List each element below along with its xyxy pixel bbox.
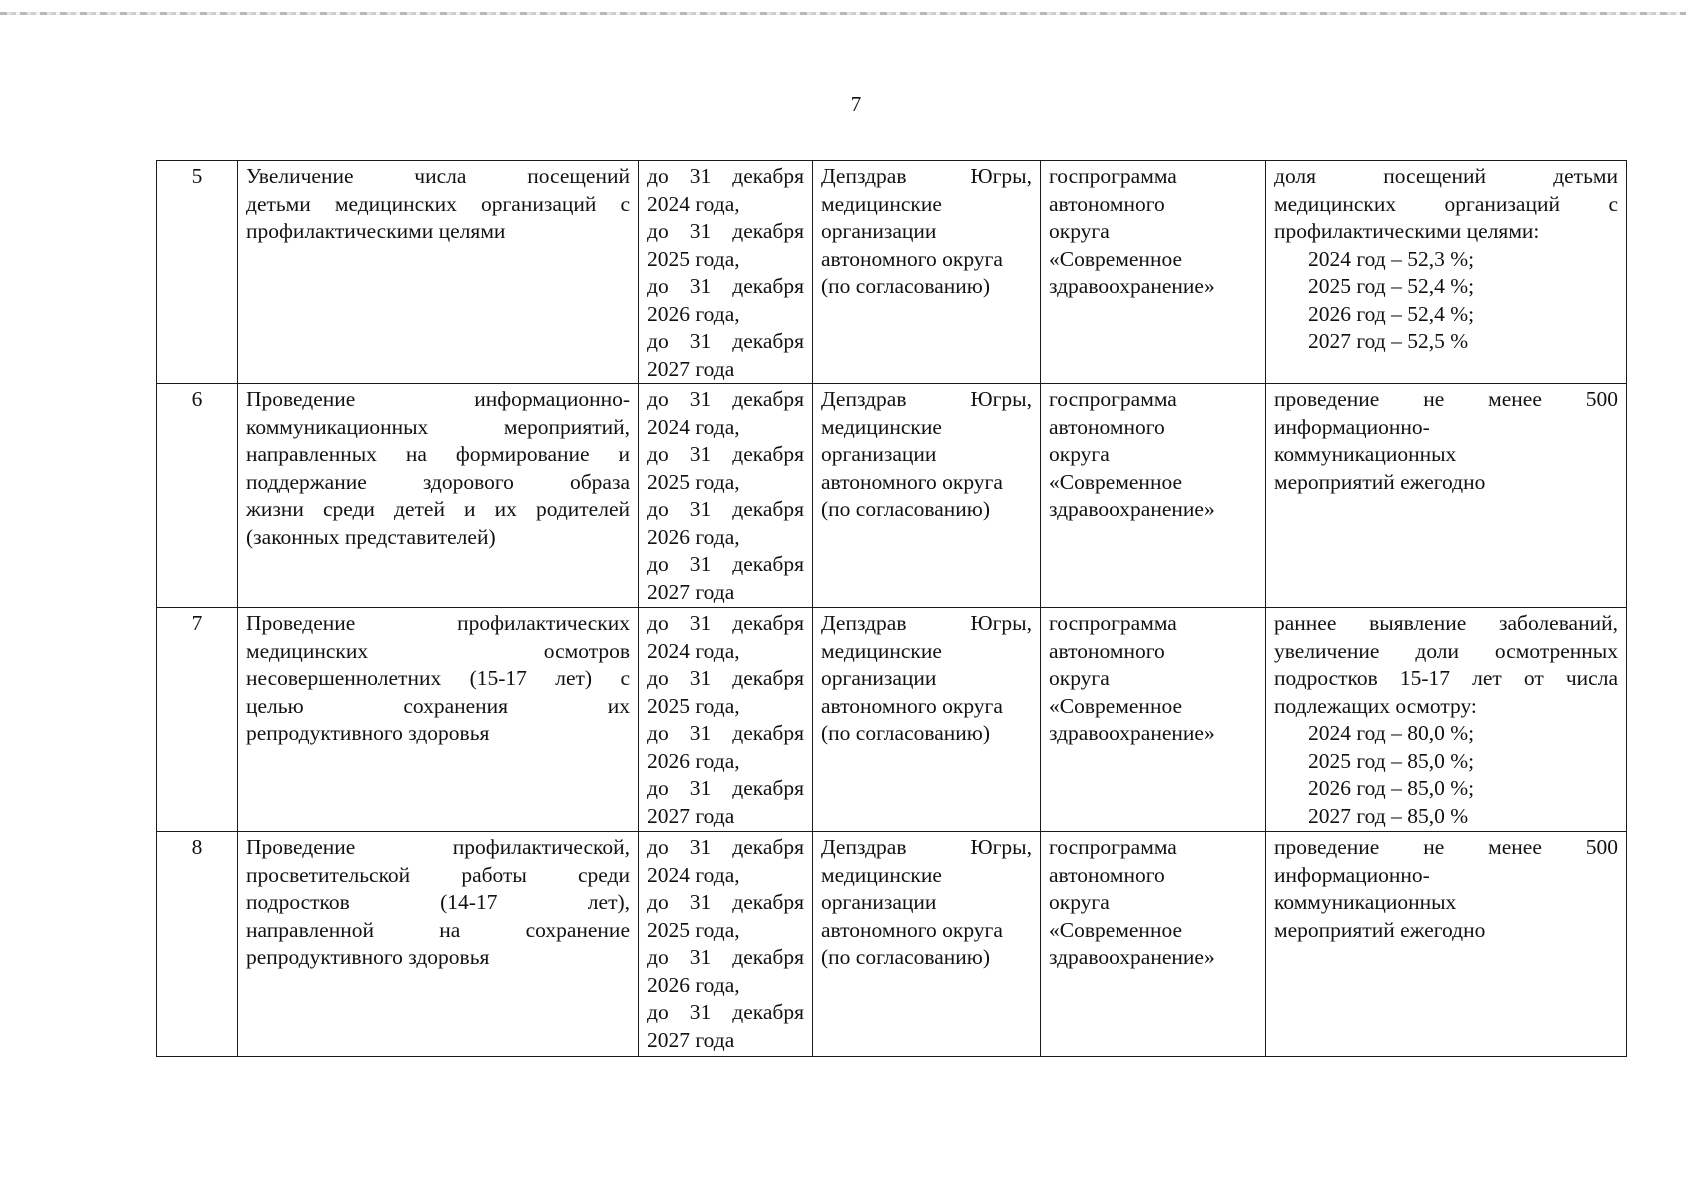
measure-line: (законных представителей) — [246, 524, 496, 549]
result-line: медицинских организаций с — [1274, 191, 1618, 216]
responsible-line: медицинские — [821, 638, 942, 663]
responsible-cell — [813, 161, 1041, 384]
program-line: автономного — [1049, 414, 1165, 439]
result-value-line: 2026 год – 85,0 %; — [1308, 776, 1475, 800]
deadline-line: до 31 декабря — [647, 387, 804, 411]
program-line: здравоохранение» — [1049, 497, 1215, 521]
measure-line: профилактическими целями — [246, 219, 506, 243]
result-cell — [1266, 832, 1627, 1057]
deadline-line: 2027 года — [647, 1027, 735, 1052]
row-number: 8 — [191, 835, 203, 859]
deadline-line: до 31 декабря — [647, 666, 804, 690]
deadline-line: до 31 декабря — [647, 497, 804, 521]
responsible-line: автономного округа — [821, 917, 1003, 942]
deadline-line: 2026 года, — [647, 524, 740, 549]
program-line: «Современное — [1049, 693, 1182, 718]
measure-cell — [238, 161, 639, 384]
program-line: округа — [1049, 666, 1110, 690]
measures-table — [156, 160, 1627, 1057]
measure-line: жизни среди детей и их родителей — [246, 497, 630, 521]
responsible-cell — [813, 832, 1041, 1057]
deadline-line: до 31 декабря — [647, 721, 804, 745]
page-number: 7 — [850, 92, 862, 116]
deadline-line: 2025 года, — [647, 917, 740, 942]
result-cell — [1266, 384, 1627, 608]
deadline-line: 2024 года, — [647, 191, 740, 216]
result-line: мероприятий ежегодно — [1274, 917, 1486, 942]
result-line: коммуникационных — [1274, 890, 1457, 914]
program-line: госпрограмма — [1049, 164, 1177, 188]
responsible-line: организации — [821, 666, 937, 690]
program-cell — [1041, 384, 1266, 608]
measure-line: детьми медицинских организаций с — [246, 191, 630, 216]
deadline-line: до 31 декабря — [647, 552, 804, 576]
deadline-line: 2026 года, — [647, 748, 740, 773]
result-value-line: 2024 год – 52,3 %; — [1308, 246, 1475, 271]
result-line: проведение не менее 500 — [1274, 835, 1618, 859]
responsible-line: (по согласованию) — [821, 497, 991, 521]
result-line: профилактическими целями: — [1274, 219, 1540, 243]
result-line: увеличение доли осмотренных — [1274, 638, 1618, 663]
program-line: госпрограмма — [1049, 835, 1177, 859]
program-cell — [1041, 832, 1266, 1057]
responsible-line: (по согласованию) — [821, 274, 991, 298]
scan-edge-artifact — [0, 12, 1686, 15]
measure-line: несовершеннолетних (15-17 лет) с — [246, 666, 630, 690]
deadline-line: до 31 декабря — [647, 219, 804, 243]
deadline-cell — [639, 832, 813, 1057]
program-line: госпрограмма — [1049, 387, 1177, 411]
measure-line: Проведение профилактических — [246, 611, 630, 635]
result-line: доля посещений детьми — [1274, 164, 1618, 188]
row-number: 7 — [191, 611, 203, 635]
responsible-line: медицинские — [821, 414, 942, 439]
deadline-line: 2025 года, — [647, 693, 740, 718]
deadline-line: 2026 года, — [647, 972, 740, 997]
deadline-line: до 31 декабря — [647, 442, 804, 466]
program-line: здравоохранение» — [1049, 945, 1215, 969]
result-line: подлежащих осмотру: — [1274, 693, 1477, 718]
deadline-line: до 31 декабря — [647, 274, 804, 298]
program-line: округа — [1049, 219, 1110, 243]
measure-line: направленной на сохранение — [246, 917, 630, 942]
result-value-line: 2027 год – 52,5 % — [1308, 329, 1469, 353]
result-value-line: 2025 год – 85,0 %; — [1308, 748, 1475, 773]
result-line: информационно- — [1274, 414, 1430, 439]
responsible-line: Депздрав Югры, — [821, 387, 1032, 411]
deadline-line: 2027 года — [647, 803, 735, 828]
result-value-line: 2025 год – 52,4 %; — [1308, 274, 1475, 298]
result-cell — [1266, 161, 1627, 384]
row-number: 5 — [191, 164, 203, 188]
responsible-line: (по согласованию) — [821, 945, 991, 969]
measure-line: Проведение информационно- — [246, 387, 630, 411]
measure-line: подростков (14-17 лет), — [246, 890, 630, 914]
table-row — [157, 161, 1627, 384]
responsible-line: медицинские — [821, 862, 942, 887]
deadline-line: до 31 декабря — [647, 164, 804, 188]
deadline-line: до 31 декабря — [647, 329, 804, 353]
measure-line: поддержание здорового образа — [246, 469, 630, 494]
result-cell — [1266, 608, 1627, 832]
deadline-line: до 31 декабря — [647, 1000, 804, 1024]
program-line: автономного — [1049, 862, 1165, 887]
measure-cell — [238, 832, 639, 1057]
result-line: информационно- — [1274, 862, 1430, 887]
program-line: округа — [1049, 890, 1110, 914]
deadline-line: до 31 декабря — [647, 890, 804, 914]
measure-line: направленных на формирование и — [246, 442, 630, 466]
deadline-line: до 31 декабря — [647, 835, 804, 859]
deadline-cell — [639, 161, 813, 384]
responsible-line: автономного округа — [821, 693, 1003, 718]
responsible-line: медицинские — [821, 191, 942, 216]
measure-line: коммуникационных мероприятий, — [246, 414, 630, 439]
responsible-line: Депздрав Югры, — [821, 611, 1032, 635]
deadline-cell — [639, 384, 813, 608]
responsible-line: организации — [821, 890, 937, 914]
deadline-line: 2024 года, — [647, 414, 740, 439]
measure-line: Увеличение числа посещений — [246, 164, 630, 188]
table-row — [157, 384, 1627, 608]
result-line: мероприятий ежегодно — [1274, 469, 1486, 494]
program-line: автономного — [1049, 638, 1165, 663]
program-line: здравоохранение» — [1049, 721, 1215, 745]
result-line: подростков 15-17 лет от числа — [1274, 666, 1618, 690]
measure-line: репродуктивного здоровья — [246, 721, 490, 745]
result-value-line: 2027 год – 85,0 % — [1308, 803, 1469, 828]
row-number: 6 — [191, 387, 203, 411]
responsible-line: Депздрав Югры, — [821, 164, 1032, 188]
row-number-cell — [157, 608, 238, 832]
program-cell — [1041, 161, 1266, 384]
table-row — [157, 832, 1627, 1057]
responsible-line: организации — [821, 442, 937, 466]
program-line: автономного — [1049, 191, 1165, 216]
responsible-cell — [813, 608, 1041, 832]
row-number-cell — [157, 161, 238, 384]
measure-line: медицинских осмотров — [246, 638, 630, 663]
deadline-line: 2026 года, — [647, 301, 740, 326]
program-line: «Современное — [1049, 917, 1182, 942]
responsible-line: автономного округа — [821, 246, 1003, 271]
deadline-line: 2024 года, — [647, 862, 740, 887]
result-line: проведение не менее 500 — [1274, 387, 1618, 411]
measure-cell — [238, 384, 639, 608]
result-line: коммуникационных — [1274, 442, 1457, 466]
deadline-line: 2025 года, — [647, 246, 740, 271]
responsible-line: автономного округа — [821, 469, 1003, 494]
program-line: округа — [1049, 442, 1110, 466]
result-line: раннее выявление заболеваний, — [1274, 611, 1618, 635]
program-line: «Современное — [1049, 246, 1182, 271]
measure-line: целью сохранения их — [246, 693, 630, 718]
deadline-line: 2024 года, — [647, 638, 740, 663]
measure-line: Проведение профилактической, — [246, 835, 630, 859]
measure-line: репродуктивного здоровья — [246, 945, 490, 969]
table-row — [157, 608, 1627, 832]
responsible-line: организации — [821, 219, 937, 243]
row-number-cell — [157, 832, 238, 1057]
deadline-cell — [639, 608, 813, 832]
responsible-cell — [813, 384, 1041, 608]
deadline-line: до 31 декабря — [647, 945, 804, 969]
program-line: госпрограмма — [1049, 611, 1177, 635]
responsible-line: Депздрав Югры, — [821, 835, 1032, 859]
deadline-line: до 31 декабря — [647, 611, 804, 635]
program-line: «Современное — [1049, 469, 1182, 494]
deadline-line: 2025 года, — [647, 469, 740, 494]
program-cell — [1041, 608, 1266, 832]
program-line: здравоохранение» — [1049, 274, 1215, 298]
row-number-cell — [157, 384, 238, 608]
measure-line: просветительской работы среди — [246, 862, 630, 887]
deadline-line: 2027 года — [647, 579, 735, 604]
measure-cell — [238, 608, 639, 832]
result-value-line: 2024 год – 80,0 %; — [1308, 721, 1475, 745]
result-value-line: 2026 год – 52,4 %; — [1308, 301, 1475, 326]
deadline-line: до 31 декабря — [647, 776, 804, 800]
deadline-line: 2027 года — [647, 356, 735, 381]
table-body — [157, 161, 1627, 1057]
responsible-line: (по согласованию) — [821, 721, 991, 745]
